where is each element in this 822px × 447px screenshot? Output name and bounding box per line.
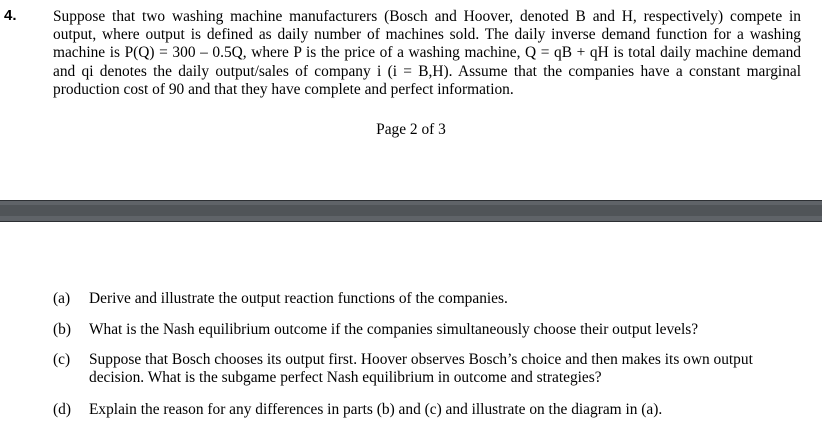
part-text: Derive and illustrate the output reaction functions of the companies. bbox=[89, 290, 508, 307]
question-text: Suppose that two washing machine manufacturers (Bosch and Hoover, denoted B and H, respectively) compete in output, where output is defined as daily number of machines sold. The daily inverse demand function for a washing machine is P(Q) = 300 – 0.5Q, where P is the price of a washing machine, Q = qB + qH is total daily machine demand and qi denotes the daily output/sales of company i (i = B,H). Assume that the companies have a constant marginal production cost of 90 and that they have complete and perfect information. bbox=[53, 8, 801, 98]
page-number: Page 2 of 3 bbox=[376, 121, 446, 138]
part-label: (c) bbox=[53, 351, 71, 368]
page-break-divider bbox=[0, 200, 822, 222]
part-label: (d) bbox=[53, 401, 71, 418]
question-number: 4. bbox=[4, 7, 17, 24]
part-text: Explain the reason for any differences in parts (b) and (c) and illustrate on the diagram in (a). bbox=[89, 401, 663, 418]
part-text: What is the Nash equilibrium outcome if the companies simultaneously choose their output levels? bbox=[89, 321, 699, 338]
part-label: (a) bbox=[53, 290, 71, 307]
part-text: Suppose that Bosch chooses its output first. Hoover observes Bosch’s choice and then makes its own output decision. What is the subgame perfect Nash equilibrium in outcome and strategies? bbox=[89, 351, 753, 387]
part-label: (b) bbox=[53, 321, 71, 338]
